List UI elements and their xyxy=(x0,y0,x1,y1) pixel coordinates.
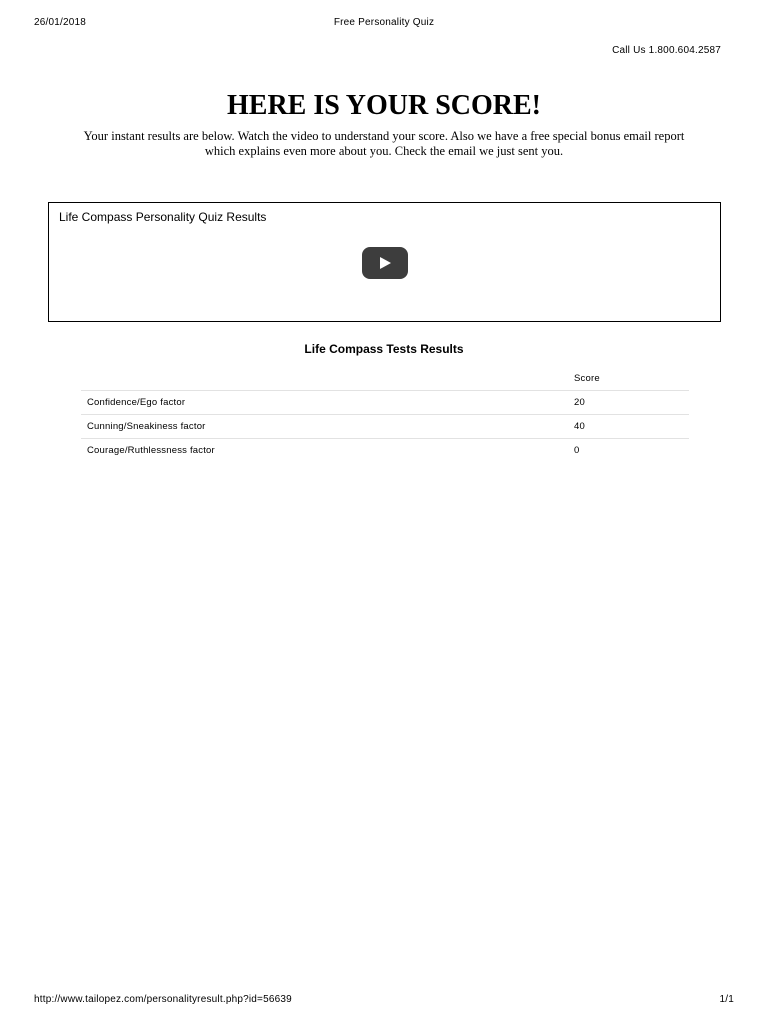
print-date: 26/01/2018 xyxy=(34,17,87,28)
factor-cell: Courage/Ruthlessness factor xyxy=(81,439,568,463)
intro-text xyxy=(60,129,708,159)
video-title[interactable]: Life Compass Personality Quiz Results xyxy=(59,210,267,224)
score-cell: 40 xyxy=(568,415,689,439)
play-icon xyxy=(380,257,391,269)
factor-cell: Cunning/Sneakiness factor xyxy=(81,415,568,439)
score-cell: 20 xyxy=(568,391,689,415)
results-header-row xyxy=(81,367,689,391)
results-table xyxy=(81,367,689,462)
print-document-title: Free Personality Quiz xyxy=(333,17,435,28)
print-header xyxy=(34,17,734,31)
results-title: Life Compass Tests Results xyxy=(304,342,464,356)
factor-cell: Confidence/Ego factor xyxy=(81,391,568,415)
call-us-text: Call Us 1.800.604.2587 xyxy=(612,45,721,56)
score-column-header: Score xyxy=(574,373,600,384)
table-row xyxy=(81,391,689,415)
page-count: 1/1 xyxy=(719,994,734,1005)
video-embed[interactable] xyxy=(48,202,721,322)
page-url: http://www.tailopez.com/personalityresult.php?id=56639 xyxy=(34,994,292,1005)
table-row xyxy=(81,415,689,439)
page-headline: HERE IS YOUR SCORE! xyxy=(226,90,541,121)
score-cell: 0 xyxy=(568,439,689,463)
table-row xyxy=(81,439,689,463)
intro-text-line-1: Your instant results are below. Watch the video to understand your score. Also we have a free special bonus email report xyxy=(83,129,685,143)
play-button[interactable] xyxy=(362,247,408,279)
intro-text-line-2: which explains even more about you. Check the email we just sent you. xyxy=(204,144,564,158)
print-footer xyxy=(34,994,734,1008)
factor-column-header xyxy=(81,367,568,391)
